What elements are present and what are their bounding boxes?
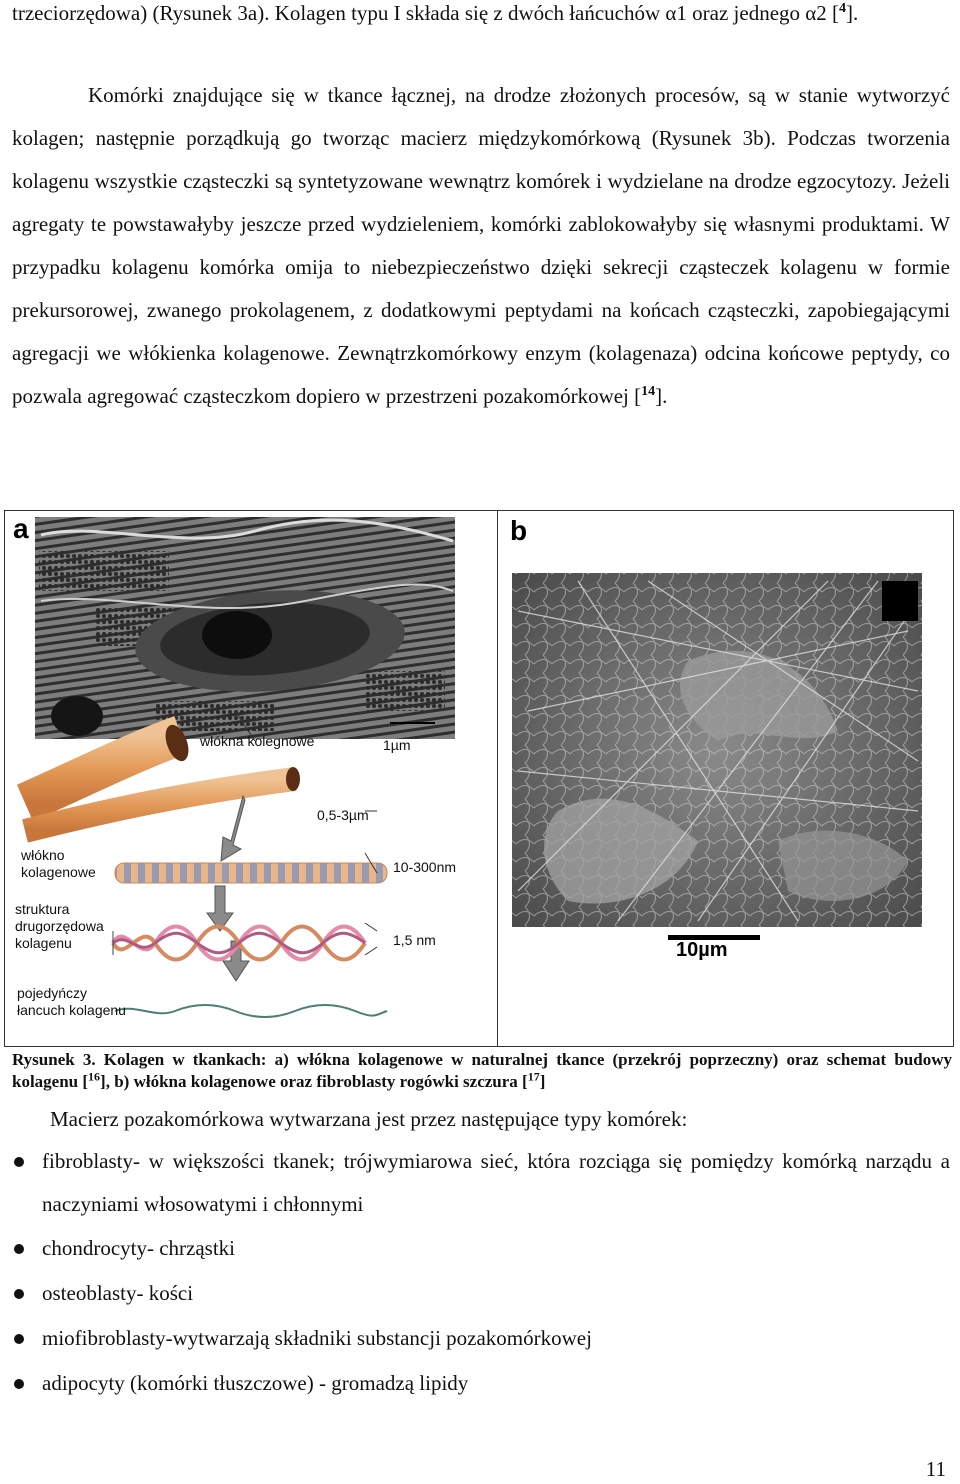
list-intro: Macierz pozakomórkowa wytwarzana jest przez następujące typy komórek: [50, 1107, 688, 1131]
reference-17[interactable]: 17 [527, 1069, 540, 1084]
paragraph-main [12, 74, 950, 418]
paragraph-main-text: Komórki znajdujące się w tkance łącznej, na drodze złożonych procesów, są w stanie wytworzyć kolagen; następnie porządkują go tworząc macierz międzykomórkową (Rysunek 3b). Podczas tworzenia kolagenu wszystkie cząsteczki są syntetyzowane wewnątrz komórek i wydzielane na drodze egzocytozy. Jeżeli agregaty te powstawałyby jeszcze przed wydzieleniem, komórki zablokowałyby się własnymi produktami. W przypadku kolagenu komórka omija to niebezpieczeństwo dzięki sekrecji cząsteczek kolagenu w formie prekursorowej, zwanego prokolagenem, z dodatkowymi peptydami na końcach cząsteczki, zapobiegającymi agregacji we włókienka kolagenowe. Zewnątrzkomórkowy enzym (kolagenaza) odcina końcowe peptydy, co pozwala agregować cząsteczkom dopiero w przestrzeni pozakomórkowej [ [12, 83, 950, 408]
bullet-icon [14, 1334, 24, 1344]
collagen-micrograph-and-schematic [5, 511, 497, 1046]
label-structure-2: drugorzędowa [15, 918, 104, 934]
bullet-icon [14, 1157, 24, 1167]
label-size-fibril: 10-300nm [393, 859, 457, 875]
paragraph-top-text: trzeciorzędowa) (Rysunek 3a). Kolagen typu I składa się z dwóch łańcuchów α1 oraz jednego α2 [ [12, 1, 840, 25]
list-item-text: chondrocyty- chrząstki [42, 1236, 236, 1260]
page-number: 11 [925, 1457, 946, 1481]
sem-micrograph [498, 511, 953, 1046]
reference-4[interactable]: 4 [839, 1, 847, 16]
figure-3 [4, 510, 954, 1047]
paragraph-main-suffix: ]. [655, 384, 668, 408]
bullet-icon [14, 1244, 24, 1254]
reference-16[interactable]: 16 [88, 1069, 101, 1084]
label-structure-1: struktura [15, 901, 70, 917]
list-item-text: fibroblasty- w większości tkanek; trójwymiarowa sieć, która rozciąga się pomiędzy komórką narządu a naczyniami włosowatymi i chłonnymi [42, 1149, 950, 1216]
figure-panel-b [498, 511, 953, 1046]
label-fibril-1: włókno [21, 847, 65, 863]
label-fibers: włókna kolegnowe [200, 733, 315, 749]
paragraph-top [12, 0, 950, 35]
bullet-icon [14, 1379, 24, 1389]
figure-caption [12, 1049, 952, 1093]
caption-part-1: Rysunek 3. Kolagen w tkankach: a) włókna kolagenowe w naturalnej tkance (przekrój poprzeczny) oraz schemat budowy kolagenu [ [12, 1050, 952, 1091]
label-chain-2: łancuch kolagenu [17, 1002, 126, 1018]
list-item-text: miofibroblasty-wytwarzają składniki substancji pozakomórkowej [42, 1326, 592, 1350]
paragraph-top-suffix: ]. [846, 1, 859, 25]
label-chain-1: pojedyńczy [17, 985, 88, 1001]
label-fibril-2: kolagenowe [21, 864, 96, 880]
label-size-helix: 1,5 nm [393, 932, 436, 948]
label-scale-em: 1µm [383, 737, 411, 753]
label-structure-3: kolagenu [15, 935, 72, 951]
panel-b-letter: b [510, 515, 528, 546]
caption-part-3: ] [539, 1072, 546, 1091]
panel-a-letter: a [13, 513, 29, 544]
reference-14[interactable]: 14 [641, 384, 656, 399]
bullet-icon [14, 1289, 24, 1299]
list-item-text: osteoblasty- kości [42, 1281, 194, 1305]
caption-part-2: ], b) włókna kolagenowe oraz fibroblasty rogówki szczura [ [100, 1072, 528, 1091]
label-scale-sem: 10µm [676, 939, 728, 961]
list-item-text: adipocyty (komórki tłuszczowe) - gromadzą lipidy [42, 1371, 469, 1395]
label-size-fiber: 0,5-3µm [317, 807, 369, 823]
figure-panel-a [5, 511, 498, 1046]
